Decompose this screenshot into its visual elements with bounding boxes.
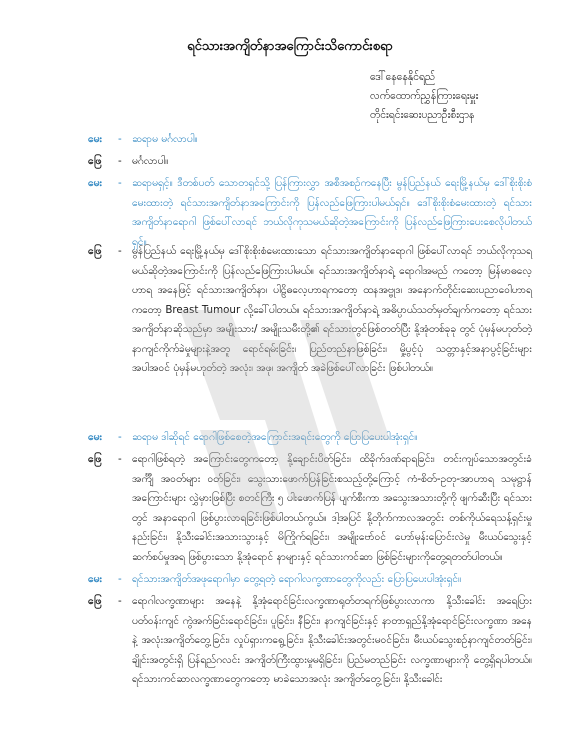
question-label: မေး xyxy=(88,177,103,189)
qa-item xyxy=(88,428,532,448)
dash: - xyxy=(118,595,122,607)
question-label: မေး xyxy=(88,133,103,145)
question-text: ဆရာမရှင့်။ ဒီတစ်ပတ် သောတရှင်သို့ ပြန်ကြားလွှာ အစီအစဉ်ကနေပြီး မွန်ပြည်နယ် ရေးမြို့နယ်မှ ဒေါ်စိုးစိုးစံမေးထားတဲ့ ရင်သားအကျိတ်နာအကြောင်းကို ပြန်လည်ဖြေကြားပါမယ်ရှင်။ ဒေါ်စိုးစိုးစံမေးထားတဲ့ ရင်သားအကျိတ်နာရောဂါ ဖြစ်ပေါ်လာရင် ဘယ်လိုကုသမယ်ဆိုတဲ့အကြောင်းကို ပြန်လည်ဖြေကြားပေးစေလိုပါတယ်ရှင်။ xyxy=(132,177,532,248)
question-row xyxy=(88,174,532,248)
author-office: တိုင်းရင်းဆေးပညာဦးစီးဌာန xyxy=(370,109,475,121)
question-row xyxy=(88,428,532,448)
qa-item xyxy=(88,242,532,422)
answer-label: ဖြေ xyxy=(88,595,102,607)
question-label: မေး xyxy=(88,573,103,585)
author-name: ဒေါ်နေနေနိုင်ရည် xyxy=(370,71,436,83)
question-label: မေး xyxy=(88,431,103,443)
answer-text: ရောဂါဖြစ်ရတဲ့ အကြောင်းတွေကတော့ နို့ချောင်းပိတ်ခြင်း၊ ထိခိုက်ဒဏ်ရာရခြင်း၊ တင်းကျပ်သောအတွင်းခံအင်္ကျီ အဝတ်များ ဝတ်ခြင်း၊ သွေးသားဖောက်ပြန်ခြင်းစသည့်တို့ကြောင့် ကံ-စိတ်-ဥတု-အာဟာရ သမုဋ္ဌာန်အကြောင်းများ လွှဲမှားဖြစ်ပြီး စတင်ကြီး ၅ ပါးဖောက်ပြန် ပျက်စီးကာ အသွေးအသားတို့ကို ဖျက်ဆီးပြီး ရင်သားတွင် အနာရောဂါ ဖြစ်ပွားလာရခြင်းဖြစ်ပါတယ်ကွယ်။ ဒါ့အပြင် နို့တိုက်ကာလအတွင်း တစ်ကိုယ်ရေသန့်ရှင်းမှုနည်းခြင်း၊ နို့သီးခေါင်းအသားသွားနှင့် မိကြိုက်ရခြင်း၊ အမျိုးဗော်ဝင် ဟော်မုန်းပြောင်းလဲမှု မီးယပ်သွေးနှင့် ဆက်စပ်မှုအရ ဖြစ်ပွားသော နို့အုံရောင် နာများနှင့် ရင်သားကင်ဆာ ဖြစ်ခြင်းများကိုတွေ့ရတတ်ပါတယ်။ xyxy=(132,453,532,563)
dash: - xyxy=(118,177,122,189)
qa-item xyxy=(88,450,532,562)
author-position: လက်ထောက်ညွှန်ကြားရေးမှူး xyxy=(370,90,479,102)
question-text: ရင်သားအကျိတ်အဖုရောဂါမှာ တွေ့ရတဲ့ ရောဂါလက္ခဏာတွေကိုလည်း ပြောပြပေးပါအုံးရှင်။ xyxy=(132,573,462,585)
dash: - xyxy=(118,245,122,257)
answer-row xyxy=(88,242,532,422)
dash: - xyxy=(118,573,122,585)
answer-row xyxy=(88,450,532,562)
answer-row xyxy=(88,152,532,172)
qa-item xyxy=(88,130,532,150)
page-title: ရင်သားအကျိတ်နာအကြောင်းသိကောင်းစရာ xyxy=(187,39,393,54)
author-block xyxy=(370,68,570,125)
dash: - xyxy=(118,431,122,443)
answer-label: ဖြေ xyxy=(88,245,102,257)
question-text: ဆရာမ ဒါဆိုရင် ရောဂါဖြစ်စေတဲ့အကြောင်းအရင်းတွေကို ပြောပြပေးပါအုံးရှင်။ xyxy=(132,431,418,443)
question-text: ဆရာမ မင်္ဂလာပါ။ xyxy=(132,133,198,145)
dash: - xyxy=(118,453,122,465)
answer-row xyxy=(88,592,532,728)
question-row xyxy=(88,130,532,150)
dash: - xyxy=(118,133,122,145)
qa-item xyxy=(88,570,532,590)
qa-item xyxy=(88,174,532,248)
qa-item xyxy=(88,592,532,728)
answer-text: မွန်ပြည်နယ် ရေးမြို့နယ်မှ ဒေါ်စိုးစိုးစံမေးထားသော ရင်သားအကျိတ်နာရောဂါ ဖြစ်ပေါ်လာရင် ဘယ်လိုကုသရမယ်ဆိုတဲ့အကြောင်းကို ပြန်လည်ဖြေကြားပါမယ်။ ရင်သားအကျိတ်နာရဲ့ ရောဂါအမည် ကတော့ မြန်မာဓလေ့ဟာရ အနေဖြင့် ရင်သားအကျိတ်နာ၊ ပါဠိဓလေ့ဟာရကတော့ ထနအဗ္ဗုဒ၊ အနောက်တိုင်းဆေးပညာဝေါဟာရကတော့ Breast Tumour လို့ခေါ်ပါတယ်။ ရင်သားအကျိတ်နာရဲ့ အဓိပ္ပာယ်သတ်မှတ်ချက်ကတော့ ရင်သား အကျိတ်နာဆိုသည်မှာ အမျိုးသား/ အမျိုးသမီးတို့၏ ရင်သားတွင်ဖြစ်တတ်ပြီး နို့အုံတစ်ခုခု တွင် ပုံမှန်မဟုတ်တဲ့ နာကျင်ကိုက်ခဲမှုများနဲ့အတူ ရောင်ရမ်းခြင်း၊ ပြည်တည်နာဖြစ်ခြင်း၊ မှို့ပွင့်ပုံ သတ္တာနှင့်အနာပွင့်ခြင်းများ အပါအဝင် ပုံမှန်မဟုတ်တဲ့ အလုံး၊ အဖု၊ အကျိတ် အခဲဖြစ်ပေါ်လာခြင်း ဖြစ်ပါတယ်။ xyxy=(132,245,532,374)
answer-label: ဖြေ xyxy=(88,155,102,167)
answer-text: ရောဂါလက္ခဏာများ အနေနဲ့ နို့အုံရောင်ခြင်းလက္ခဏာရုတ်တရက်ဖြစ်ပွားလာကာ နို့သီးခေါင်း အရေပြားပတ်ဝန်းကျင် ကွဲအက်ခြင်းရောင်ခြင်း၊ ပူခြင်း၊ နီခြင်း၊ နာကျင်ခြင်းနှင့် နာတာရှည်နို့အုံရောင်ခြင်းလက္ခဏာ အနေနဲ့ အလုံးအကျိတ်တွေ့ခြင်း၊ လှုပ်ရှားကရွေ့ခြင်း၊ နို့သီးခေါင်းအတွင်းမဝင်ခြင်း၊ မီးယပ်သွေးစဉ်နာကျင်တတ်ခြင်း၊ ချိုင်းအတွင်းရှိ ပြန်ရည်ဂလင်း အကျိတ်ကြီးထွားမှုမရှိခြင်း၊ ပြည်မတည်ခြင်း လက္ခဏာများကို တွေ့ရှိရပါတယ်။ ရင်သားကင်ဆာလက္ခဏာတွေကတော့ မာခဲသောအလုံး အကျိတ်တွေ့ခြင်း၊ နို့သီးခေါင်း xyxy=(132,595,532,685)
answer-label: ဖြေ xyxy=(88,453,102,465)
dash: - xyxy=(118,155,122,167)
question-row xyxy=(88,570,532,590)
answer-text: မင်္ဂလာပါ။ xyxy=(132,155,169,167)
qa-item xyxy=(88,152,532,172)
